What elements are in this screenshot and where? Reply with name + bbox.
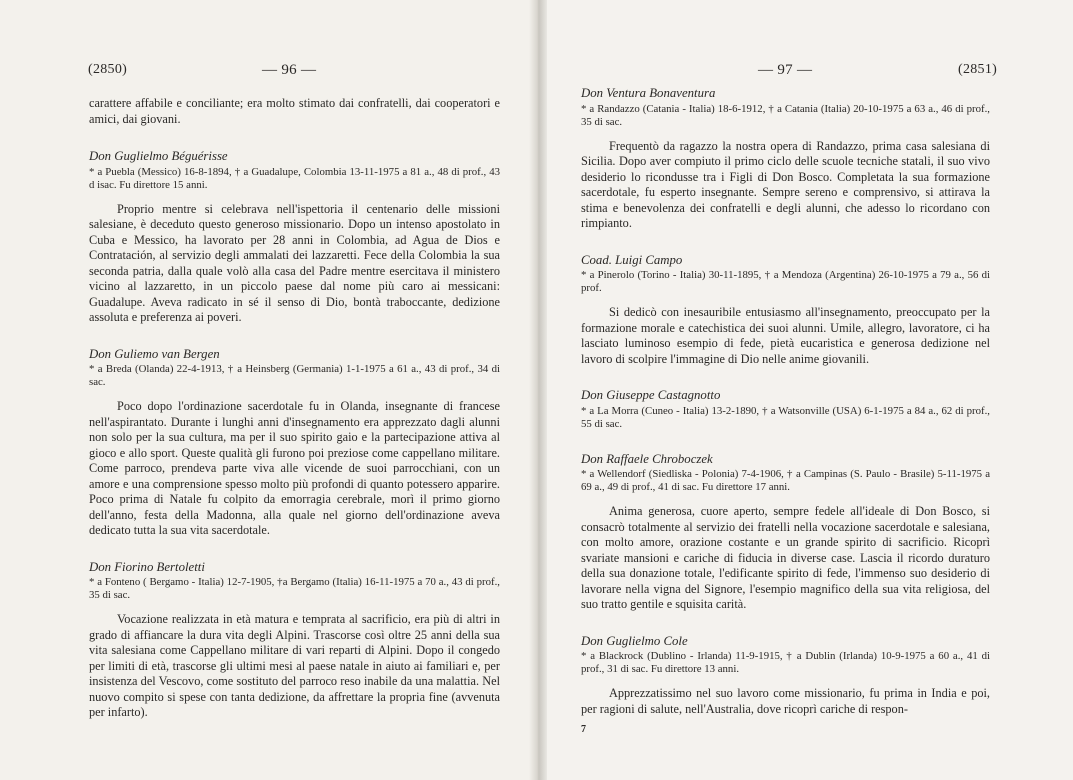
obituary-entry [581, 634, 990, 718]
entry-name: Don Guglielmo Béguérisse [89, 149, 228, 163]
entry-meta: * a Wellendorf (Siedliska - Polonia) 7-4-1906, † a Campinas (S. Paulo - Brasile) 5-11-1975 a 69 a., 49 di prof., 41 di sac. Fu direttore 17 anni. [581, 468, 990, 493]
entry-name: Don Raffaele Chroboczek [581, 451, 713, 466]
signature-mark: 7 [581, 724, 586, 735]
obituary-entry [581, 388, 990, 431]
obituary-entry [89, 560, 500, 721]
book-gutter [529, 0, 547, 780]
page-code: (2851) [958, 62, 998, 77]
entry-meta: * a Puebla (Messico) 16-8-1894, † a Guadalupe, Colombia 13-11-1975 a 81 a., 48 di prof., 43 d isac. Fu direttore 15 anni. [89, 165, 500, 191]
entry-name: Coad. Luigi Campo [581, 252, 683, 267]
obituary-entry [581, 86, 990, 232]
right-page-content [581, 86, 990, 738]
entry-name: Don Guliemo van Bergen [89, 346, 220, 361]
page-number: — 97 — [758, 62, 813, 78]
entry-meta: * a Fonteno ( Bergamo - Italia) 12-7-1905, †a Bergamo (Italia) 16-11-1975 a 70 a., 43 di prof., 35 di sac. [89, 576, 500, 601]
entry-text: Anima generosa, cuore aperto, sempre fedele all'ideale di Don Bosco, si consacrò totalmente al servizio dei fratelli nella vocazione sacerdotale e salesiana, con molto amore, orazione costante e un grande spirito di sacrificio. Ricoprì svariate mansioni e cariche di fiducia in diverse case. Lascia il ricordo duraturo della sua donazione totale, l'edificante spirito di fede, l'immenso suo desiderio di lavorare nella vigna del Signore, l'esempio magnifico della sua vita religiosa, del suo tratto gentile e squisita carità. [581, 504, 990, 611]
entry-text: Si dedicò con inesauribile entusiasmo all'insegnamento, preoccupato per la formazione morale e catechistica dei suoi alunni. Umile, allegro, lavoratore, ci ha lasciato luminoso esempio di fede, pietà eucaristica e generosa dedizione nel lavoro di scolpire l'immagine di Dio nelle anime giovanili. [581, 305, 990, 366]
page-code: (2850) [88, 62, 128, 77]
obituary-entry [581, 253, 990, 368]
entry-meta: * a Blackrock (Dublino - Irlanda) 11-9-1915, † a Dublin (Irlanda) 10-9-1975 a 60 a., 41 di prof., 31 di sac. Fu direttore 13 anni. [581, 650, 990, 675]
obituary-entry [89, 347, 500, 539]
right-page [538, 0, 1073, 780]
entry-meta: * a Pinerolo (Torino - Italia) 30-11-1895, † a Mendoza (Argentina) 26-10-1975 a 79 a., 56 di prof. [581, 269, 990, 294]
entry-meta: * a Breda (Olanda) 22-4-1913, † a Heinsberg (Germania) 1-1-1975 a 61 a., 43 di prof., 34 di sac. [89, 363, 500, 388]
page-number: — 96 — [262, 62, 317, 78]
entry-name: Don Guglielmo Cole [581, 633, 688, 648]
entry-text: carattere affabile e conciliante; era molto stimato dai confratelli, dai cooperatori e amici, dai giovani. [89, 96, 500, 126]
entry-name: Don Giuseppe Castagnotto [581, 388, 721, 402]
entry-text: Vocazione realizzata in età matura e temprata al sacrificio, era più di altri in grado di affiancare la dura vita degli Alpini. Trascorse così oltre 25 anni della sua vita salesiana come Cappellano militare di vari reparti di Alpini. Dopo il congedo per limiti di età, trascorse gli ultimi mesi al paese natale in aiuto ai familiari e, per insistenza del Vescovo, come sostituto del parroco reso inabile da una malattia. Nel nuovo compito si spese con tanta dedizione, da affrettare la propria fine (avvenuta per infarto). [89, 612, 500, 719]
entry-text: Frequentò da ragazzo la nostra opera di Randazzo, prima casa salesiana di Sicilia. Dopo aver compiuto il primo ciclo delle scuole tecniche statali, il suo vivo desiderio lo ricondusse tra i Figli di Don Bosco. Completata la sua formazione sacerdotale, fu esperto insegnante. Sempre sereno e comprensivo, si attirava la stima e benevolenza dei confratelli e degli alunni, che adesso lo ricordano con rimpianto. [581, 138, 990, 230]
obituary-entry [581, 452, 990, 613]
entry-meta: * a Randazzo (Catania - Italia) 18-6-1912, † a Catania (Italia) 20-10-1975 a 63 a., 46 di prof., 35 di sac. [581, 102, 990, 128]
entry-name: Don Fiorino Bertoletti [89, 559, 205, 574]
entry-name: Don Ventura Bonaventura [581, 86, 716, 100]
entry-text: Proprio mentre si celebrava nell'ispettoria il centenario delle missioni salesiane, è deceduto questo generoso missionario. Dopo un intenso apostolato in Cuba e Messico, ha lavorato per 28 anni in Colombia, ad Agua de Dios e Contratación, al servizio degli ammalati dei lazzaretti. Fece della Colombia la sua seconda patria, dalla quale volò alla casa del Padre mentre esercitava il ministero vicino al lazzaretto, in un piccolo paese dal nome più caro ai messicani: Guadalupe. Aveva radicato in sé il senso di Dio, bontà traboccante, dedizione assoluta e preferenza ai poveri. [89, 201, 500, 324]
left-page-content [89, 96, 500, 742]
entry-text: Poco dopo l'ordinazione sacerdotale fu in Olanda, insegnante di francese nell'aspirantato. Durante i lunghi anni d'insegnamento era apprezzato dagli alunni non solo per la sua cultura, ma per il suo spirito gaio e la partecipazione attiva al gioco e allo sport. Queste qualità gli furono poi preziose come cappellano militare. Come parroco, prendeva parte viva alle vicende de suoi parrocchiani, con un amore e una comprensione spesso molto più profondi di quanto potessero apparire. Poco prima di Natale fu colpito da emorragia cerebrale, morì il primo giorno dell'anno, festa della Madonna, alla quale nel giorno dell'ordinazione aveva dedicato tutta la sua vita sacerdotale. [89, 399, 500, 537]
continued-entry [89, 96, 500, 127]
obituary-entry [89, 149, 500, 326]
entry-meta: * a La Morra (Cuneo - Italia) 13-2-1890, † a Watsonville (USA) 6-1-1975 a 84 a., 62 di prof., 55 di sac. [581, 404, 990, 430]
entry-text: Apprezzatissimo nel suo lavoro come missionario, fu prima in India e poi, per ragioni di salute, nell'Australia, dove ricoprì cariche di respon- [581, 686, 990, 716]
